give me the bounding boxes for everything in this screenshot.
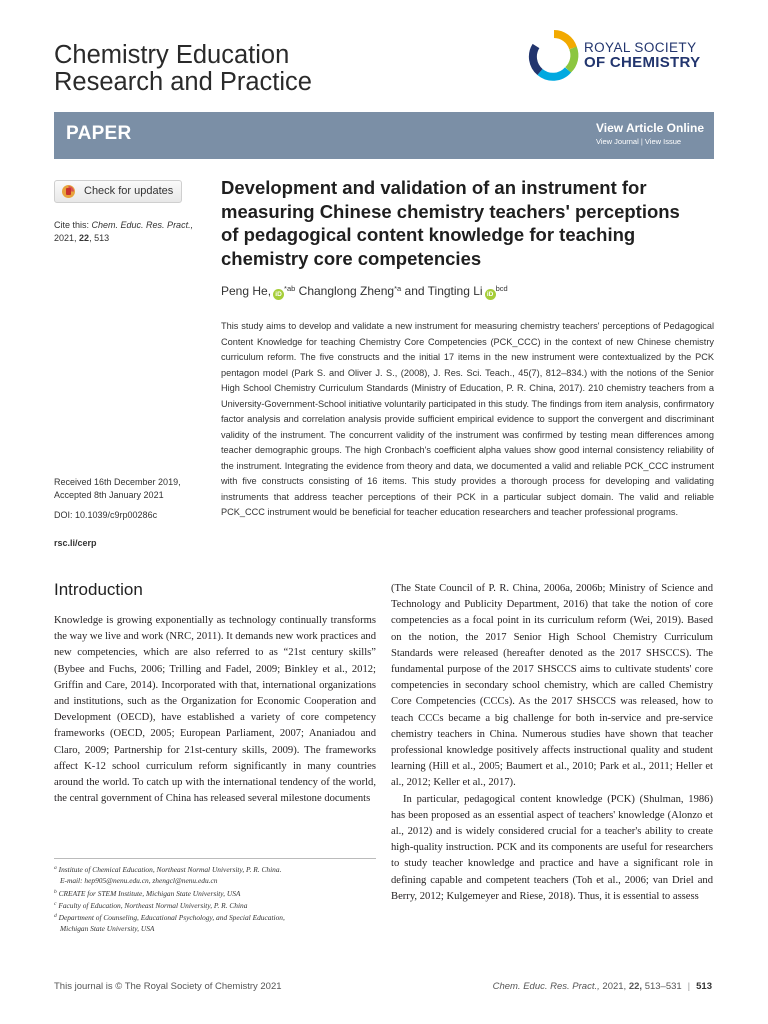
footer-journal: Chem. Educ. Res. Pract.,	[492, 981, 600, 992]
footnote-text: Institute of Chemical Education, Northeast Normal University, P. R. China.	[58, 865, 282, 874]
journal-title	[54, 42, 312, 96]
footnote-mark: c	[54, 900, 57, 907]
section-heading: Introduction	[54, 580, 143, 599]
check-for-updates-icon	[61, 184, 76, 199]
view-links	[596, 137, 704, 146]
doi[interactable]: DOI: 10.1039/c9rp00286c	[54, 510, 158, 520]
article-title: Development and validation of an instrument for measuring Chinese chemistry teachers' perceptions of pedagogical content knowledge for teaching chemistry core competencies	[221, 177, 680, 269]
journal-footer	[493, 981, 712, 992]
rsc-logo[interactable]	[528, 28, 718, 84]
received-date: Received 16th December 2019,	[54, 477, 181, 487]
body-paragraph: In particular, pedagogical content knowledge (PCK) (Shulman, 1986) has been proposed as an essential aspect of teachers' knowledge (Alonzo et al., 2012) and is widely considered crucial for a teacher's ability to create high-quality instruction. PCK and its components are useful for researchers to study teacher knowledge and practice and have a significant role in defining capable and competent teachers (Toh et al., 2006; van Driel and Berry, 2012; Kulgemeyer and Riese, 2018). Thus, it is essential to assess	[391, 793, 713, 902]
author-name[interactable]: Changlong Zheng	[298, 284, 395, 298]
footer-year: 2021,	[602, 981, 627, 992]
footnote	[54, 863, 376, 875]
cite-year: 2021,	[54, 233, 77, 243]
copyright-footer: This journal is © The Royal Society of Chemistry 2021	[54, 981, 282, 992]
affiliation-footnotes	[54, 863, 376, 935]
footnote	[54, 887, 376, 899]
footnote	[54, 911, 376, 923]
check-for-updates-label: Check for updates	[84, 185, 174, 197]
footnote-divider	[54, 858, 376, 859]
journal-short-link[interactable]: rsc.li/cerp	[54, 538, 97, 548]
body-column-right	[391, 581, 713, 905]
author-affiliation-mark: *a	[394, 284, 402, 293]
cite-prefix: Cite this:	[54, 220, 90, 230]
footnote	[54, 899, 376, 911]
journal-title-line2: Research and Practice	[54, 68, 312, 96]
rsc-logo-icon	[528, 28, 580, 84]
footnote-text: CREATE for STEM Institute, Michigan State University, USA	[58, 888, 241, 898]
accepted-date: Accepted 8th January 2021	[54, 490, 164, 500]
footer-pages: 513–531	[644, 981, 682, 992]
cite-pages: , 513	[89, 233, 110, 243]
check-for-updates-button[interactable]	[54, 180, 182, 203]
footnote-mark: d	[54, 913, 57, 920]
body-paragraph: Knowledge is growing exponentially as technology continually transforms the way we live and work (NRC, 2011). It demands new work practices and new competencies, which are also referred to as “21st century skills” (Bybee and Fuchs, 2006; Trilling and Fadel, 2009; Binkley et al., 2012; Griffin and Care, 2014). Incorporated with that, international organizations and institutions, such as the Organization for Economic Cooperation and Development (OECD), have established a variety of core competency frameworks (OECD, 2005; European Parliament, 2007; Ananiadou and Claro, 2009; Partnership for 21st-century skills, 2009). The frameworks affect K-12 school curriculum reform significantly in many countries around the world. To catch up with the international tendency of the world, the central government of China has released several milestone documents	[54, 615, 376, 805]
footnote-mark: b	[54, 888, 57, 895]
footnote-mark: a	[54, 865, 57, 871]
citation-info	[54, 219, 214, 245]
banner-links	[596, 121, 704, 146]
article-type-label: PAPER	[66, 123, 132, 144]
view-article-online-link[interactable]: View Article Online	[595, 121, 704, 135]
author-name[interactable]: Peng He,	[221, 284, 272, 298]
rsc-logo-text	[584, 40, 700, 70]
body-column-left	[54, 613, 376, 807]
footnote-text: Department of Counseling, Educational Psychology, and Special Education,	[58, 913, 285, 923]
footnote-continuation: E-mail: hep905@nenu.edu.cn, zhengcl@nenu.edu.cn	[60, 876, 218, 886]
footnote-continuation: Michigan State University, USA	[60, 924, 155, 934]
page-number: 513	[696, 981, 712, 992]
cite-journal: Chem. Educ. Res. Pract.,	[91, 220, 194, 230]
footer-separator: |	[687, 981, 691, 992]
view-issue-link[interactable]: View Issue	[644, 137, 682, 146]
view-journal-link[interactable]: View Journal	[595, 137, 639, 146]
author-affiliation-mark: bcd	[495, 284, 508, 293]
author-name[interactable]: and Tingting Li	[404, 284, 483, 298]
rsc-logo-line1: ROYAL SOCIETY	[584, 40, 697, 55]
author-list	[221, 284, 508, 300]
footer-volume: 22,	[628, 981, 643, 992]
abstract: This study aims to develop and validate a new instrument for measuring chemistry teachers' perceptions of Pedagogical Content Knowledge for teaching Chemistry Core Competencies (PCK_CCC) in the context of new Chinese chemistry curriculum reform. The five constructs and the initial 17 items in the new instrument were contextualized by the PCK pentagon model (Park S. and Oliver J. S., (2008), J. Res. Sci. Teach., 45(7), 812–834.) with the notions of the Senior High School Chemistry Curriculum Standards (Ministry of Education, P. R. China, 2017). 210 chemistry teachers from a University-Government-School initiative voluntarily participated in this study. The findings from item analysis, confirmatory factor analysis and correlation analysis provide sufficient empirical evidence to support the convergent and discriminant validity of the instrument. The concurrent validity of the instrument was confirmed by testing mean differences among teacher demographic groups. The high Cronbach's coefficient alpha values show good internal consistency reliability of the instrument. Integrating the evidence from theory and data, we documented a valid and reliable PCK_CCC instrument with five constructs consisting of 16 items. This study provides a thorough process for developing and validating instruments that address teacher perceptions of their PCK in a particular subject domain. The valid and reliable PCK_CCC instrument would be beneficial for teacher education researchers and teacher professional programs.	[221, 321, 714, 517]
journal-title-line1: Chemistry Education	[54, 41, 290, 69]
body-paragraph: (The State Council of P. R. China, 2006a, 2006b; Ministry of Science and Technology and Publicity Department, 2016) that take the notion of core competencies as a focal point in its curriculum reform (Wei, 2019). Based on the notion, the 2017 Senior High School Chemistry Curriculum Standards were released (hereafter denoted as the 2017 SHSCCS). The fundamental purpose of the 2017 SHSCCS aims to cultivate students' core competencies in secondary school chemistry, which are called Chemistry Core Competencies (CCCs). As the 2017 SHSCCS was released, how to teach CCCs became a big challenge for both in-service and pre-service chemistry teachers in China. Numerous studies have shown that teacher professional knowledge positively affects instructional quality and student learning (Hill et al., 2005; Baumert et al., 2010; Park et al., 2011; Heller et al., 2012; Keller et al., 2017).	[391, 583, 713, 789]
orcid-icon[interactable]: iD	[273, 289, 284, 300]
article-type-banner	[54, 112, 714, 159]
rsc-logo-line2: OF CHEMISTRY	[584, 54, 701, 71]
view-links-separator: |	[640, 137, 643, 146]
author-affiliation-mark: *ab	[284, 284, 296, 293]
article-dates	[54, 476, 214, 502]
footnote-text: Faculty of Education, Northeast Normal University, P. R. China	[58, 900, 248, 910]
orcid-icon[interactable]: iD	[485, 289, 496, 300]
cite-volume: 22	[79, 233, 90, 243]
